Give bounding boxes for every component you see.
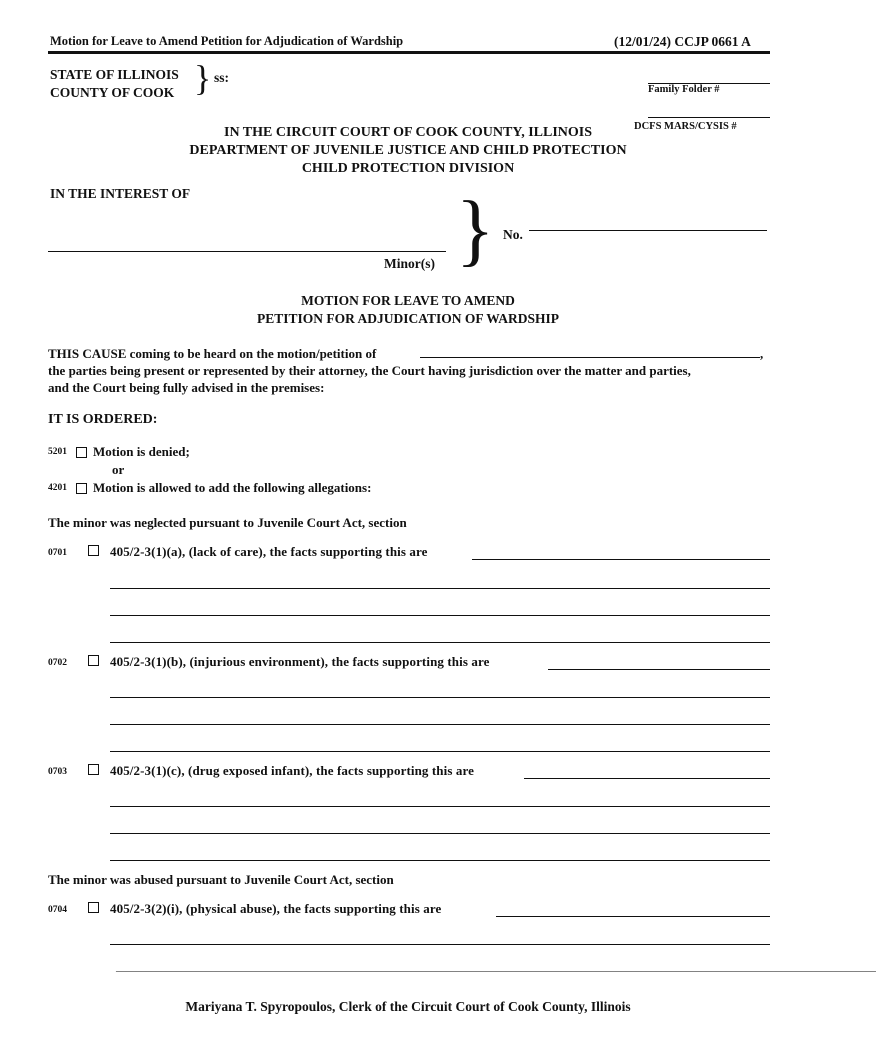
facts-line[interactable] bbox=[110, 615, 770, 616]
allegation-0704 bbox=[48, 901, 770, 921]
facts-line[interactable] bbox=[110, 588, 770, 589]
case-no-field[interactable] bbox=[529, 230, 767, 231]
or-label: or bbox=[112, 462, 125, 477]
court-line-3: CHILD PROTECTION DIVISION bbox=[301, 161, 515, 176]
minor-label: Minor(s) bbox=[384, 256, 435, 271]
court-heading bbox=[150, 124, 666, 178]
facts-line[interactable] bbox=[110, 806, 770, 807]
ordered-heading: IT IS ORDERED: bbox=[48, 412, 158, 427]
allegation-checkbox-0702[interactable] bbox=[88, 655, 99, 666]
motion-title bbox=[150, 292, 666, 328]
cause-line-2: the parties being present or represented by their attorney, the Court having jurisdiction over the matter and parties, bbox=[48, 363, 691, 378]
allegation-0701 bbox=[48, 544, 770, 564]
court-line-1: IN THE CIRCUIT COURT OF COOK COUNTY, ILLINOIS bbox=[224, 125, 592, 140]
facts-field-0702[interactable] bbox=[548, 669, 770, 670]
interest-label: IN THE INTEREST OF bbox=[50, 186, 191, 201]
court-line-2: DEPARTMENT OF JUVENILE JUSTICE AND CHILD PROTECTION bbox=[189, 143, 627, 158]
facts-line[interactable] bbox=[110, 697, 770, 698]
motion-title-line-2: PETITION FOR ADJUDICATION OF WARDSHIP bbox=[256, 311, 560, 326]
facts-line[interactable] bbox=[110, 833, 770, 834]
option-code: 5201 bbox=[48, 447, 67, 457]
option-allowed bbox=[48, 480, 371, 496]
venue-brace: } bbox=[194, 58, 212, 98]
caption-brace: } bbox=[456, 186, 495, 274]
venue-block bbox=[50, 66, 179, 102]
facts-line[interactable] bbox=[110, 944, 770, 945]
denied-checkbox[interactable] bbox=[76, 447, 87, 458]
family-folder-label: Family Folder # bbox=[648, 84, 720, 95]
allegation-0703 bbox=[48, 763, 770, 783]
form-title: Motion for Leave to Amend Petition for Adjudication of Wardship bbox=[50, 34, 404, 48]
abuse-heading: The minor was abused pursuant to Juvenile Court Act, section bbox=[48, 872, 394, 887]
facts-line[interactable] bbox=[110, 751, 770, 752]
form-code: (12/01/24) CCJP 0661 A bbox=[614, 34, 751, 49]
allegation-checkbox-0704[interactable] bbox=[88, 902, 99, 913]
dcfs-label: DCFS MARS/CYSIS # bbox=[634, 121, 737, 132]
allegation-code: 0701 bbox=[48, 548, 67, 558]
venue-state: STATE OF ILLINOIS bbox=[50, 67, 179, 82]
allegation-code: 0704 bbox=[48, 905, 67, 915]
cause-comma: , bbox=[760, 346, 764, 361]
cause-line-1: THIS CAUSE coming to be heard on the motion/petition of bbox=[48, 346, 377, 361]
facts-field-0703[interactable] bbox=[524, 778, 770, 779]
dcfs-field[interactable] bbox=[648, 117, 770, 118]
allegation-label: 405/2-3(2)(i), (physical abuse), the facts supporting this are bbox=[110, 901, 442, 916]
header-rule bbox=[48, 51, 770, 54]
clerk-footer: Mariyana T. Spyropoulos, Clerk of the Circuit Court of Cook County, Illinois bbox=[185, 999, 631, 1014]
allegation-code: 0702 bbox=[48, 658, 67, 668]
allegation-label: 405/2-3(1)(a), (lack of care), the facts supporting this are bbox=[110, 544, 428, 559]
option-label: Motion is denied; bbox=[93, 444, 190, 459]
allowed-checkbox[interactable] bbox=[76, 483, 87, 494]
venue-ss: ss: bbox=[214, 70, 230, 85]
facts-field-0704[interactable] bbox=[496, 916, 770, 917]
allegation-code: 0703 bbox=[48, 767, 67, 777]
dashed-facts-line[interactable]: ________________________________________________________________________________________________________________________________________________________ bbox=[116, 962, 876, 973]
movant-field[interactable] bbox=[420, 357, 760, 358]
facts-field-0701[interactable] bbox=[472, 559, 770, 560]
allegation-label: 405/2-3(1)(b), (injurious environment), the facts supporting this are bbox=[110, 654, 490, 669]
facts-line[interactable] bbox=[110, 860, 770, 861]
cause-paragraph bbox=[48, 345, 772, 396]
option-label: Motion is allowed to add the following allegations: bbox=[93, 480, 372, 495]
neglect-heading: The minor was neglected pursuant to Juvenile Court Act, section bbox=[48, 515, 407, 530]
facts-line[interactable] bbox=[110, 642, 770, 643]
cause-line-3: and the Court being fully advised in the premises: bbox=[48, 380, 325, 395]
allegation-label: 405/2-3(1)(c), (drug exposed infant), the facts supporting this are bbox=[110, 763, 474, 778]
facts-line[interactable] bbox=[110, 724, 770, 725]
case-no-label: No. bbox=[503, 227, 523, 242]
minor-name-field[interactable] bbox=[48, 251, 446, 252]
option-denied bbox=[48, 444, 190, 460]
allegation-0702 bbox=[48, 654, 770, 674]
allegation-checkbox-0701[interactable] bbox=[88, 545, 99, 556]
allegation-checkbox-0703[interactable] bbox=[88, 764, 99, 775]
option-code: 4201 bbox=[48, 483, 67, 493]
venue-county: COUNTY OF COOK bbox=[50, 85, 175, 100]
motion-title-line-1: MOTION FOR LEAVE TO AMEND bbox=[301, 293, 515, 308]
